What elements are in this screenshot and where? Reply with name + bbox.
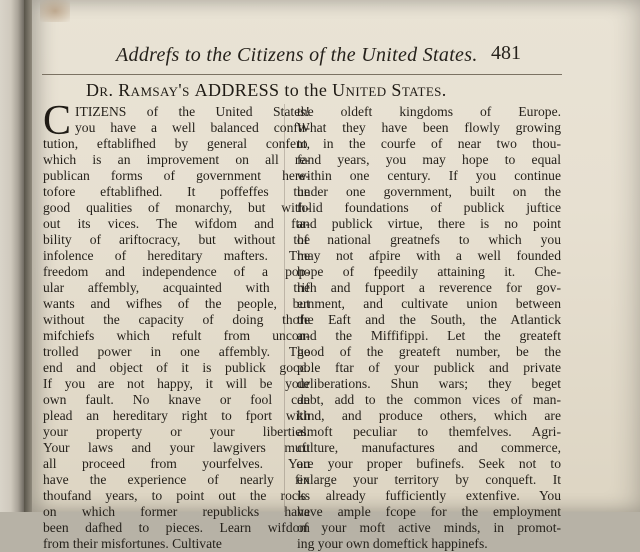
text-line: all proceed from yourfelves. You	[43, 456, 310, 471]
text-line: ing your own domeftick happinefs.	[297, 536, 488, 551]
text-line: trolled power in one affembly. The	[43, 344, 310, 359]
text-line: the Eaft and the South, the Atlantick	[297, 312, 561, 327]
text-line: wants and wifhes of the people, but	[43, 296, 310, 311]
text-line: of your moft active minds, in promot-	[297, 520, 561, 535]
text-line: from their misfortunes. Cultivate	[43, 536, 222, 551]
text-line: out its vices. The wifdom and fta-	[43, 216, 310, 231]
text-line: ITIZENS of the United States!	[75, 104, 310, 119]
text-line: within one century. If you continue	[297, 168, 561, 183]
page-number: 481	[491, 42, 521, 64]
text-line: good of the greateft number, be the	[297, 344, 561, 359]
text-line: the oldeft kingdoms of Europe.	[297, 104, 561, 119]
binding-shadow	[0, 0, 24, 512]
text-line: end and object of it is publick good.	[43, 360, 310, 375]
text-line: deliberations. Shun wars; they beget	[297, 376, 561, 391]
drop-cap: C	[43, 98, 72, 144]
text-line: What they have been flowly growing	[297, 120, 561, 135]
text-line: almoft peculiar to themfelves. Agri-	[297, 424, 561, 439]
text-line: under one government, built on the	[297, 184, 561, 199]
paper-stain	[40, 0, 70, 22]
text-line: hope of fpeedily attaining it. Che-	[297, 264, 561, 279]
text-line: you have a well balanced confti-	[75, 120, 310, 135]
title-lead: Dr. Ramsay's	[86, 80, 195, 100]
text-line: thoufand years, to point out the rocks	[43, 488, 310, 503]
text-line: have the experience of nearly fix	[43, 472, 310, 487]
right-column	[297, 104, 561, 552]
text-line: and publick virtue, there is no point	[297, 216, 561, 231]
text-line: tofore eftablifhed. It poffeffes the	[43, 184, 310, 199]
text-line: which is an improvement on all re-	[43, 152, 310, 167]
binding-edge	[24, 0, 32, 512]
text-line: infolence of hereditary mafters. The	[43, 248, 310, 263]
text-line: If you are not happy, it will be your	[43, 376, 310, 391]
header-rule	[42, 74, 562, 75]
text-line: culture, manufactures and commerce,	[297, 440, 561, 455]
text-line: have ample fcope for the employment	[297, 504, 561, 519]
title-main: ADDRESS	[194, 80, 280, 100]
text-line: fand years, you may hope to equal	[297, 152, 561, 167]
text-line: rifh and fupport a reverence for gov-	[297, 280, 561, 295]
text-line: been dafhed to pieces. Learn wifdom	[43, 520, 310, 535]
text-line: on which former republicks have	[43, 504, 310, 519]
text-line: your property or your liberties.	[43, 424, 310, 439]
running-head: Addrefs to the Citizens of the United States.	[116, 44, 478, 66]
column-divider	[284, 104, 285, 512]
text-line: kind, and produce others, which are	[297, 408, 561, 423]
text-line: plead an hereditary right to fport with	[43, 408, 310, 423]
text-line: good qualities of monarchy, but with-	[43, 200, 310, 215]
title-middle: to the	[279, 80, 333, 100]
article-title	[86, 80, 447, 101]
text-line: may not afpire with a well founded	[297, 248, 561, 263]
text-line: Your laws and your lawgivers muft	[43, 440, 310, 455]
text-line: pole ftar of your publick and private	[297, 360, 561, 375]
text-line: tution, eftablifhed by general confent,	[43, 136, 310, 151]
text-line: publican forms of government here-	[43, 168, 310, 183]
text-line: folid foundations of publick juftice	[297, 200, 561, 215]
title-tail: United States.	[332, 80, 447, 100]
text-line: are your proper bufinefs. Seek not to	[297, 456, 561, 471]
left-column	[43, 98, 310, 552]
text-line: enlarge your territory by conqueft. It	[297, 472, 561, 487]
text-line: ular affembly, acquainted with the	[43, 280, 310, 295]
text-line: of national greatnefs to which you	[297, 232, 561, 247]
text-line: own fault. No knave or fool can	[43, 392, 310, 407]
text-line: mifchiefs which refult from uncon-	[43, 328, 310, 343]
text-line: is already fufficiently extenfive. You	[297, 488, 561, 503]
text-line: to in the courfe of near two thou-	[297, 136, 561, 151]
text-line: ernment, and cultivate union between	[297, 296, 561, 311]
text-line: bility of ariftocracy, but without the	[43, 232, 310, 247]
text-line: and the Miffifippi. Let the greateft	[297, 328, 561, 343]
text-line: without the capacity of doing thofe	[43, 312, 310, 327]
text-line: freedom and independence of a pop-	[43, 264, 310, 279]
text-line: debt, add to the common vices of man-	[297, 392, 561, 407]
